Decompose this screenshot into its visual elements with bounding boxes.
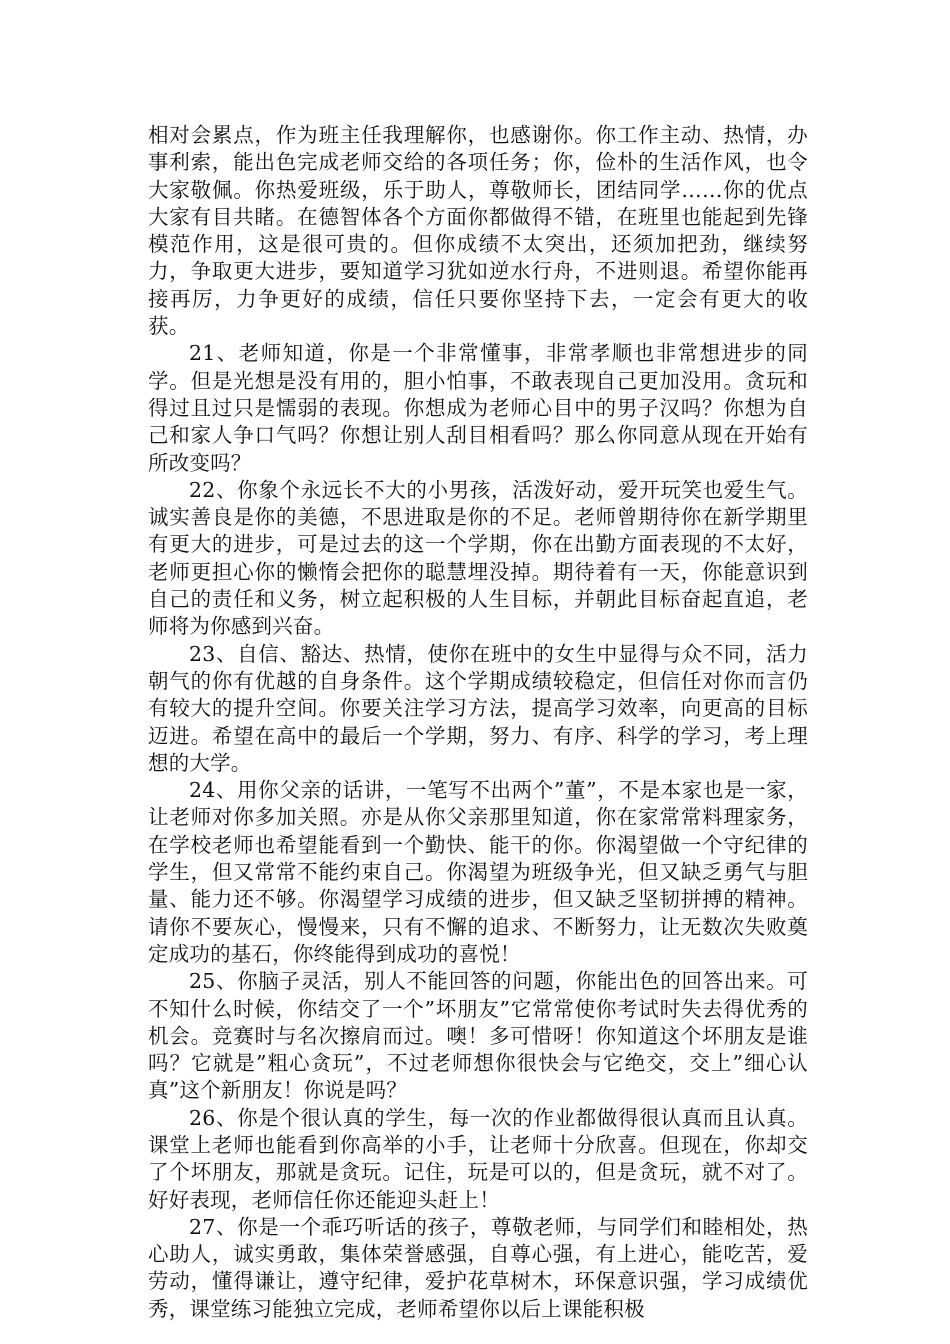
paragraph-23: 23、自信、豁达、热情，使你在班中的女生中显得与众不同，活力朝气的你有优越的自身条件。这个学期成绩较稳定，但信任对你而言仍有较大的提升空间。你要关注学习方法，提高学习效率，向更高的目标迈进。希望在高中的最后一个学期，努力、有序、科学的学习，考上理想的大学。 [148, 641, 808, 775]
paragraph-27: 27、你是一个乖巧听话的孩子，尊敬老师，与同学们和睦相处，热心助人，诚实勇敢，集体荣誉感强，自尊心强，有上进心，能吃苦，爱劳动，懂得谦让，遵守纪律，爱护花草树木，环保意识强，学习成绩优秀，课堂练习能独立完成，老师希望你以后上课能积极 [148, 1214, 808, 1321]
paragraph-24: 24、用你父亲的话讲，一笔写不出两个”董”，不是本家也是一家，让老师对你多加关照。亦是从你父亲那里知道，你在家常常料理家务，在学校老师也希望能看到一个勤快、能干的你。你渴望做一个守纪律的学生，但又常常不能约束自己。你渴望为班级争光，但又缺乏勇气与胆量、能力还不够。你渴望学习成绩的进步，但又缺乏坚韧拼搏的精神。请你不要灰心，慢慢来，只有不懈的追求、不断努力，让无数次失败奠定成功的基石，你终能得到成功的喜悦！ [148, 778, 808, 966]
paragraph-22: 22、你象个永远长不大的小男孩，活泼好动，爱开玩笑也爱生气。诚实善良是你的美德，不思进取是你的不足。老师曾期待你在新学期里有更大的进步，可是过去的这一个学期，你在出勤方面表现的不太好，老师更担心你的懒惰会把你的聪慧埋没掉。期待着有一天，你能意识到自己的责任和义务，树立起积极的人生目标，并朝此目标奋起直追，老师将为你感到兴奋。 [148, 477, 808, 639]
paragraph-21: 21、老师知道，你是一个非常懂事，非常孝顺也非常想进步的同学。但是光想是没有用的，胆小怕事，不敢表现自己更加没用。贪玩和得过且过只是懦弱的表现。你想成为老师心目中的男子汉吗？你想为自己和家人争口气吗？你想让别人刮目相看吗？那么你同意从现在开始有所改变吗？ [148, 341, 808, 475]
paragraph-continued: 相对会累点，作为班主任我理解你，也感谢你。你工作主动、热情，办事利索，能出色完成老师交给的各项任务；你，俭朴的生活作风，也令大家敬佩。你热爱班级，乐于助人，尊敬师长，团结同学……你的优点大家有目共睹。在德智体各个方面你都做得不错，在班里也能起到先锋模范作用，这是很可贵的。但你成绩不太突出，还须加把劲，继续努力，争取更大进步，要知道学习犹如逆水行舟，不进则退。希望你能再接再厉，力争更好的成绩，信任只要你坚持下去，一定会有更大的收获。 [148, 123, 808, 339]
document-body [148, 122, 808, 1323]
paragraph-25: 25、你脑子灵活，别人不能回答的问题，你能出色的回答出来。可不知什么时候，你结交了一个”坏朋友”它常常使你考试时失去得优秀的机会。竞赛时与名次擦肩而过。噢！多可惜呀！你知道这个坏朋友是谁吗？它就是”粗心贪玩”，不过老师想你很快会与它绝交，交上”细心认真”这个新朋友！你说是吗？ [148, 969, 808, 1103]
paragraph-26: 26、你是个很认真的学生，每一次的作业都做得很认真而且认真。课堂上老师也能看到你高举的小手，让老师十分欣喜。但现在，你却交了个坏朋友，那就是贪玩。记住，玩是可以的，但是贪玩，就不对了。好好表现，老师信任你还能迎头赶上！ [148, 1105, 808, 1212]
